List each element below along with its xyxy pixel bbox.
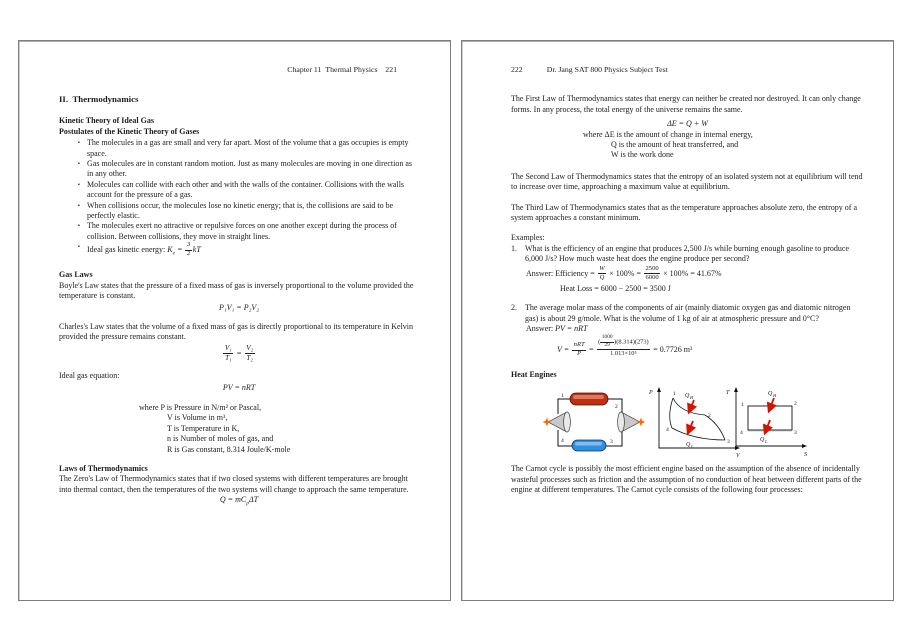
example-1-number: 1.	[511, 243, 517, 253]
list-item	[78, 138, 419, 159]
ke-var: K	[167, 245, 173, 255]
state-1-label: 1	[561, 393, 564, 400]
heat-engine-diagrams	[511, 384, 864, 464]
example-2-number: 2.	[511, 303, 517, 313]
bullet-icon: ▪	[78, 244, 80, 251]
heat-out-sub: L	[691, 444, 694, 450]
wq-fraction: $\frac{W}{Q}$	[599, 264, 605, 281]
first-law-paragraph: The First Law of Thermodynamics states that energy can neither be created nor destroyed. It can only change forms. In any process, the total energy of the universe remains the same.	[511, 94, 861, 114]
example-1-answer: Answer: Efficiency = $\frac{W}{Q}$ × 100% = $\frac{2500}{6000}$ × 100% = 41.67%	[526, 264, 722, 281]
where-line: R is Gas constant, 8.314 Joule/K-mole	[167, 444, 291, 454]
state-3-label: 3	[610, 439, 613, 446]
running-header-right	[511, 65, 864, 75]
bullet-icon: ▪	[78, 202, 80, 209]
point-2-label: 2	[708, 413, 711, 420]
where-line: V is Volume in m³,	[167, 413, 228, 423]
ke-formula	[87, 241, 201, 258]
where-line: where ΔE is the amount of change in internal energy,	[583, 129, 753, 139]
heat-engines-title: Heat Engines	[511, 370, 557, 380]
carnot-paragraph: The Carnot cycle is possibly the most efficient engine based on the assumption of the absence of incidentally wasteful processes such as friction and the assumption of no conduction of heat between different parts of the engine at different temperatures. The Carnot cycle consists of the following four processes:	[511, 464, 862, 495]
bullet-text: The molecules in a gas are small and very far apart. Most of the volume that a gas occupies is empty space.	[87, 138, 409, 158]
bullet-text: Molecules can collide with each other and with the walls of the container. Collisions with the walls account for the pressure of a gas.	[87, 179, 405, 200]
list-item	[78, 221, 419, 242]
ke-fraction: $\frac{3}{2}$	[186, 241, 191, 258]
t-axis-label: T	[726, 390, 730, 397]
kinetic-theory-title: Kinetic Theory of Ideal Gas	[59, 116, 154, 126]
list-item	[78, 201, 419, 222]
mini-fraction: $\frac{1000}{29}$	[601, 334, 613, 349]
where-line: Q is the amount of heat transferred, and	[611, 140, 739, 150]
list-item	[78, 159, 419, 180]
postulates-title: Postulates of the Kinetic Theory of Gases	[59, 126, 200, 136]
where-line: where P is Pressure in N/m² or Pascal,	[139, 402, 262, 412]
ts-diagram	[726, 384, 811, 462]
ke-var-sub: e	[172, 251, 176, 258]
ts-axes	[736, 391, 804, 446]
ideal-gas-label: Ideal gas equation:	[59, 371, 120, 381]
laws-thermo-title: Laws of Thermodynamics	[59, 463, 148, 473]
running-header-left: Chapter 11 Thermal Physics 221	[287, 65, 397, 74]
heat-in-arrow	[689, 400, 694, 412]
where-line: T is Temperature in K,	[167, 423, 240, 433]
page-right-222	[461, 40, 894, 601]
carnot-cycle-curves	[670, 398, 725, 440]
t-axis-arrowhead	[734, 387, 738, 392]
gas-laws-title: Gas Laws	[59, 270, 93, 280]
s-axis-arrowhead	[802, 444, 807, 448]
heat-in-label: Q	[768, 391, 773, 398]
example-1-heat-loss: Heat Loss = 6000 − 2500 = 3500 J	[560, 283, 671, 293]
left-flame-icon	[543, 418, 552, 427]
boyle-law-paragraph: Boyle's Law states that the pressure of a fixed mass of gas is inversely proportional to the volume provided the temperature is constant.	[59, 280, 414, 301]
point-2-label: 2	[794, 401, 797, 408]
page-number: 222	[511, 65, 523, 74]
example-1	[511, 244, 864, 265]
zeroth-law-paragraph: The Zero's Law of Thermodynamics states that if two closed systems with different temperatures are brought into thermal contact, then the temperatures of the two systems will change to approach the same temperature.	[59, 474, 409, 494]
page-left-221	[18, 40, 451, 601]
left-cone-base	[564, 412, 571, 432]
point-4-label: 4	[666, 427, 669, 434]
second-law-paragraph: The Second Law of Thermodynamics states that the entropy of an isolated system not at equilibrium will tend to increase over time, approaching a maximum value at equilibrium.	[511, 171, 863, 192]
ke-label: Ideal gas kinetic energy:	[87, 245, 168, 255]
charles-formula	[59, 345, 419, 362]
third-law-paragraph: The Third Law of Thermodynamics states that as the temperature approaches absolute zero, the entropy of a system approaches a constant minimum.	[511, 202, 858, 223]
page-right-content	[462, 41, 893, 600]
p-axis-arrowhead	[657, 387, 661, 392]
ke-post: kT	[192, 245, 201, 255]
point-3-label: 3	[794, 430, 797, 437]
heat-out-sub: L	[765, 439, 768, 445]
heat-in-sub: H	[690, 395, 694, 401]
ratio-fraction: $\frac{2500}{6000}$	[645, 264, 659, 281]
heat-in-label: Q	[685, 393, 690, 400]
heat-out-label: Q	[686, 442, 691, 449]
right-cone-base	[618, 412, 625, 432]
boyle-formula: P₁V₁ = P₂V₂	[218, 302, 260, 312]
point-4-label: 4	[740, 430, 743, 437]
point-1-label: 1	[741, 402, 744, 409]
point-1-label: 1	[673, 391, 676, 398]
first-law-formula: ΔE = Q + W	[667, 119, 708, 129]
section-title: II. Thermodynamics	[59, 94, 139, 105]
postulates-list	[78, 138, 419, 258]
example-1-text: What is the efficiency of an engine that produces 2,500 J/s while burning enough gasoline to produce 6,000 J/s? How much waste heat does the engine produce per second?	[525, 243, 849, 264]
list-item-ke-formula	[78, 242, 419, 258]
ke-eq: =	[175, 245, 185, 255]
bullet-icon: ▪	[78, 181, 80, 188]
example-2-volume-formula: V = $\frac{\text{nRT}}{P}$ = ( $\frac{1000}{29}$ )(8.314)(273) 1.013×10⁵ = 0.7726 m³	[557, 334, 693, 358]
heat-in-sub: H	[773, 393, 777, 399]
nrt-p-fraction: $\frac{\text{nRT}}{P}$	[573, 341, 585, 358]
heat-out-label: Q	[760, 437, 765, 444]
p-axis-label: P	[649, 390, 653, 397]
bullet-text: When collisions occur, the molecules lose no kinetic energy; that is, the collisions are said to be perfectly elastic.	[87, 200, 394, 221]
v-axis-label: V	[736, 453, 740, 460]
cold-capsule-sheen	[575, 442, 602, 446]
heat-in-arrow	[769, 398, 774, 411]
example-2-answer-line: Answer: PV = nRT	[526, 323, 588, 333]
where-line: n is Number of moles of gas, and	[167, 434, 274, 444]
bullet-icon: ▪	[78, 140, 80, 147]
bullet-icon: ▪	[78, 223, 80, 230]
point-3-label: 3	[727, 439, 730, 446]
bullet-icon: ▪	[78, 161, 80, 168]
bullet-text: Gas molecules are in constant random motion. Just as many molecules are moving in one direction as in any other.	[87, 159, 413, 179]
carnot-engine-schematic	[542, 384, 646, 462]
bullet-text: The molecules exert no attractive or repulsive forces on one another except during the process of collision. Between collisions, they move in straight lines.	[87, 221, 397, 241]
zeroth-formula: $Q = mC_p\Delta T$	[219, 495, 259, 507]
example-2-text: The average molar mass of the components of air (mainly diatomic oxygen gas and diatomic nitrogen gas) is about 29 g/mole. What is the volume of 1 kg of air at atmospheric pressure and 0°C?	[525, 303, 851, 323]
charles-fraction-1: $\frac{\text{V₁}}{\text{T₁}}$	[224, 343, 232, 362]
ideal-gas-formula: PV = nRT	[222, 383, 256, 393]
s-axis-label: S	[804, 452, 807, 459]
example-2	[511, 303, 864, 324]
where-line: W is the work done	[611, 150, 674, 160]
examples-label: Examples:	[511, 233, 545, 243]
list-item	[78, 180, 419, 201]
page-left-content	[19, 41, 450, 600]
state-4-label: 4	[561, 438, 564, 445]
heat-out-arrow	[688, 421, 693, 433]
numeric-fraction: ( $\frac{1000}{29}$ )(8.314)(273) 1.013×10⁵	[598, 334, 649, 358]
book-title: Dr. Jang SAT 800 Physics Subject Test	[546, 65, 668, 74]
charles-fraction-2: $\frac{\text{V₂}}{\text{T₂}}$	[246, 343, 254, 362]
state-2-label: 2	[615, 404, 618, 411]
charles-law-paragraph: Charles's Law states that the volume of a fixed mass of gas is directly proportional to its temperature in Kelvin provided the pressure remains constant.	[59, 321, 414, 342]
hot-capsule-sheen	[573, 395, 604, 399]
equals-sign: =	[236, 348, 242, 358]
right-flame-icon	[637, 418, 646, 427]
